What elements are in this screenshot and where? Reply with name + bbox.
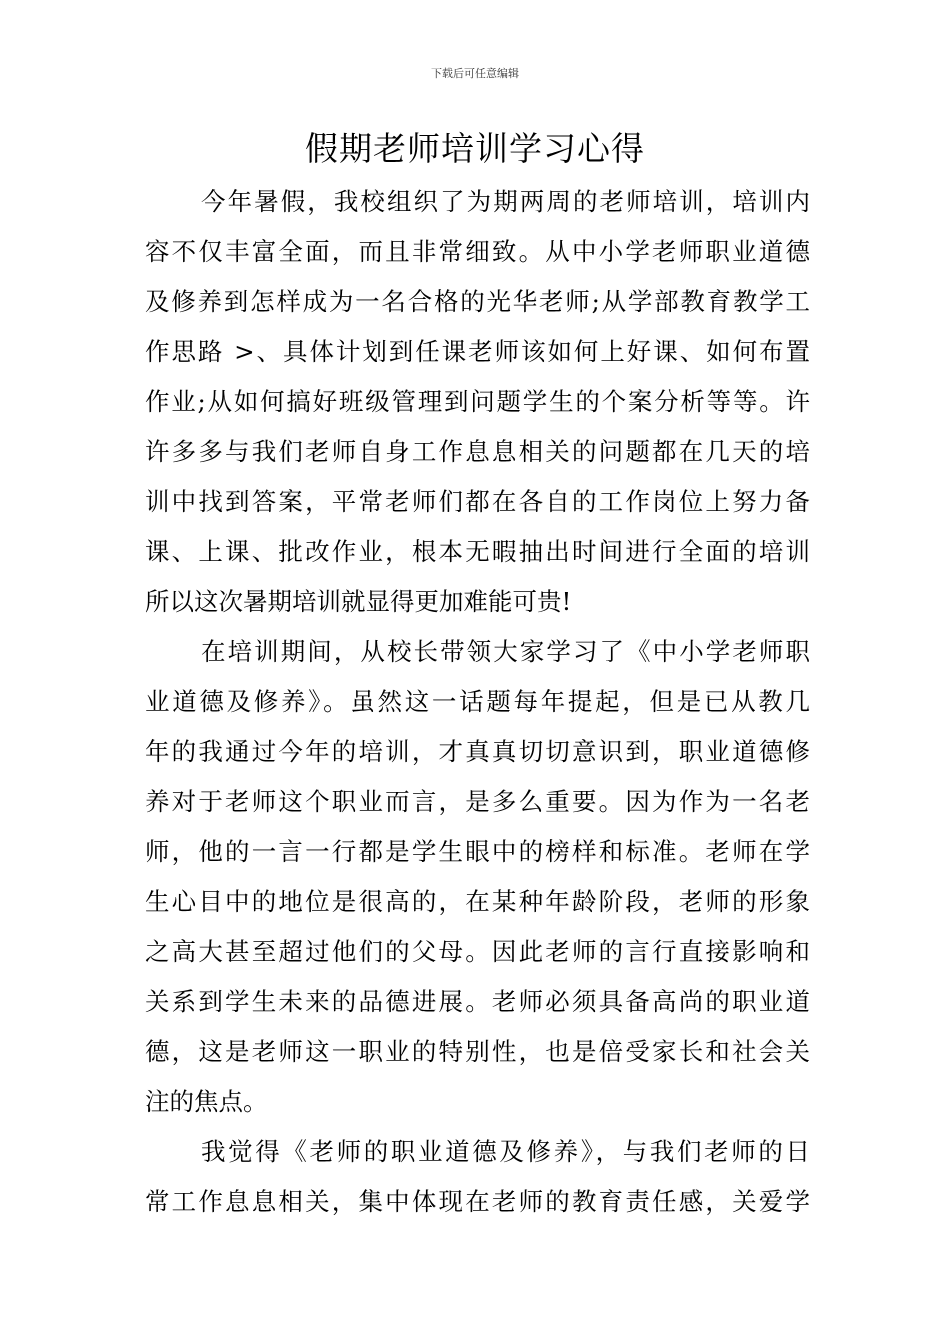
text-line: 养对于老师这个职业而言，是多么重要。因为作为一名老 [145,787,810,816]
text-line: 我觉得《老师的职业道德及修养》，与我们老师的日 [201,1137,810,1166]
document-body [145,177,810,1227]
text-line: 所以这次暑期培训就显得更加难能可贵! [145,587,572,616]
text-line: 生心目中的地位是很高的，在某种年龄阶段，老师的形象 [145,887,810,916]
text-line: 之高大甚至超过他们的父母。因此老师的言行直接影响和 [145,937,810,966]
text-line: 作业;从如何搞好班级管理到问题学生的个案分析等等。许 [145,387,810,416]
text-line: 容不仅丰富全面，而且非常细致。从中小学老师职业道德 [145,237,810,266]
text-line: 课、上课、批改作业，根本无暇抽出时间进行全面的培训 [145,537,810,566]
text-line: 许多多与我们老师自身工作息息相关的问题都在几天的培 [145,437,810,466]
text-line: 业道德及修养》。虽然这一话题每年提起，但是已从教几 [145,687,810,716]
text-line: 在培训期间，从校长带领大家学习了《中小学老师职 [201,637,810,666]
document-title: 假期老师培训学习心得 [305,129,645,168]
text-line: 关系到学生未来的品德进展。老师必须具备高尚的职业道 [145,987,810,1016]
text-line: 师，他的一言一行都是学生眼中的榜样和标准。老师在学 [145,837,810,866]
text-line: 作思路 >、具体计划到任课老师该如何上好课、如何布置 [145,337,810,366]
text-line: 德，这是老师这一职业的特别性，也是倍受家长和社会关 [145,1037,810,1066]
text-line: 及修养到怎样成为一名合格的光华老师;从学部教育教学工 [145,287,810,316]
text-line: 注的焦点。 [145,1087,268,1116]
text-line: 年的我通过今年的培训，才真真切切意识到，职业道德修 [145,737,810,766]
text-line: 常工作息息相关，集中体现在老师的教育责任感，关爱学 [145,1187,810,1216]
text-line: 今年暑假，我校组织了为期两周的老师培训，培训内 [201,187,810,216]
text-line: 训中找到答案，平常老师们都在各自的工作岗位上努力备 [145,487,810,516]
header-note: 下载后可任意编辑 [431,67,519,80]
